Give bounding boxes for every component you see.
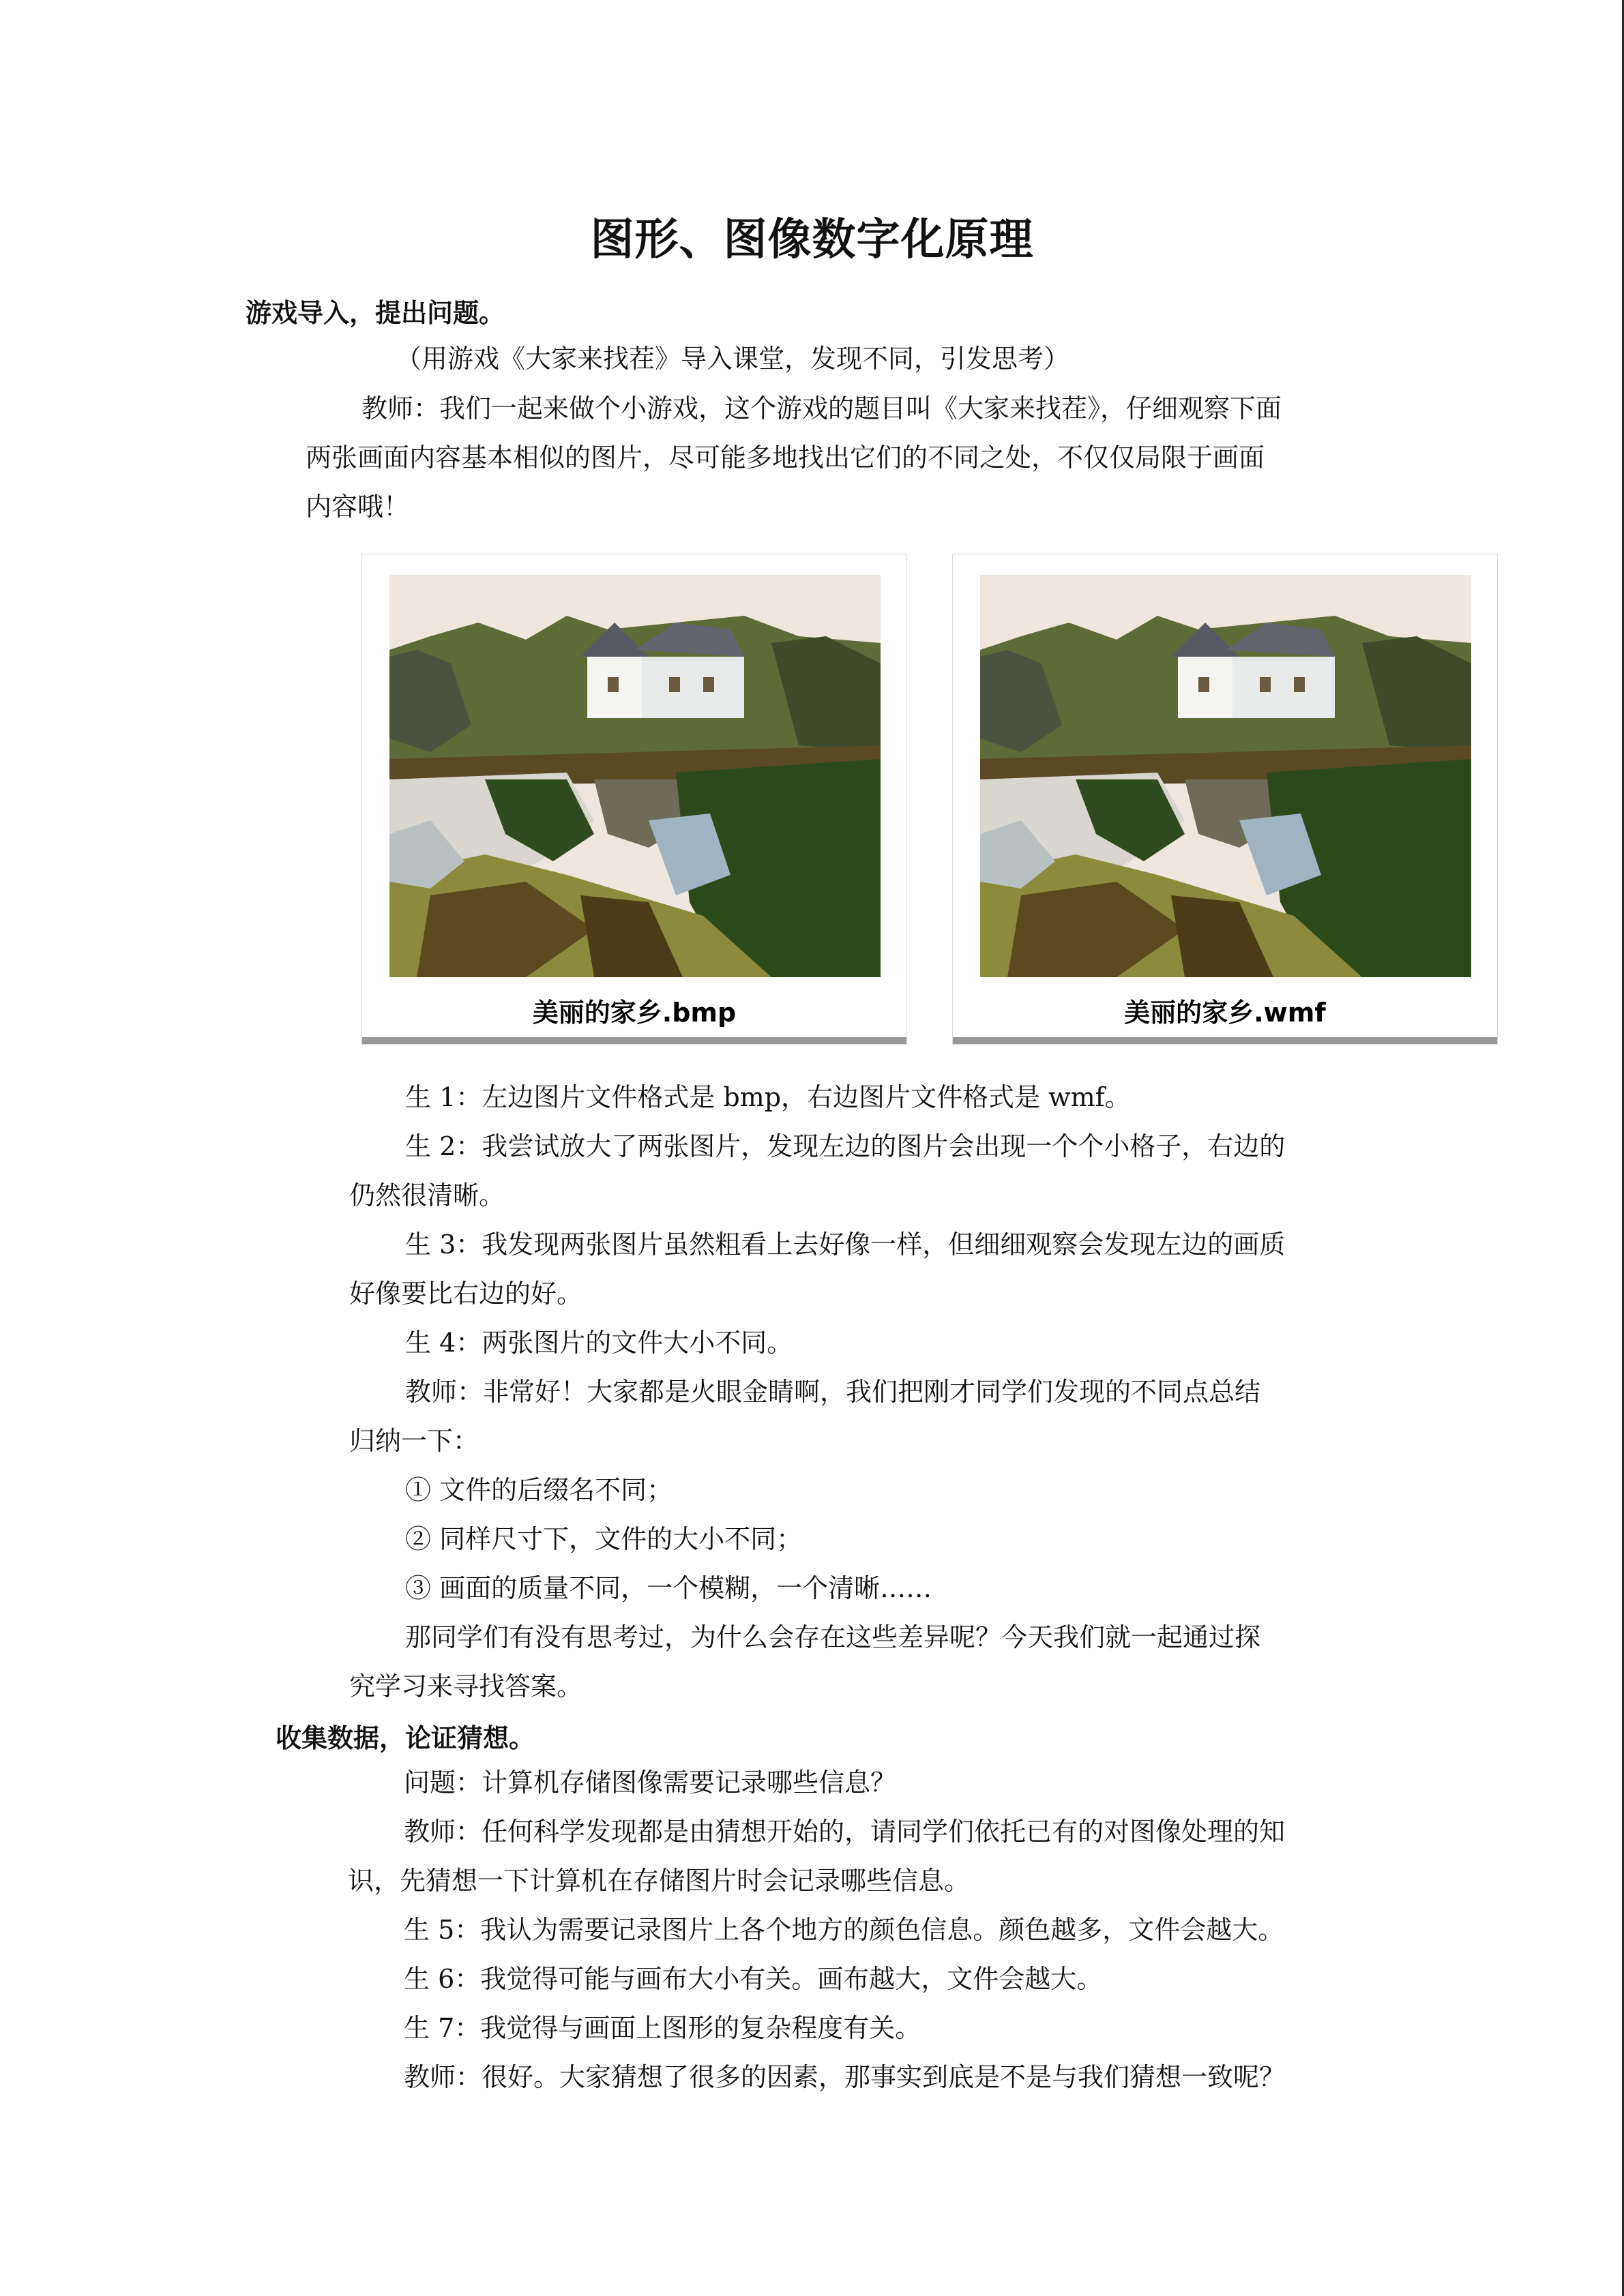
intro-paragraph — [306, 384, 1282, 531]
response-s1: 生 1：左边图片文件格式是 bmp，右边图片文件格式是 wmf。 — [405, 1082, 1131, 1112]
response-s7: 生 7：我觉得与画面上图形的复杂程度有关。 — [404, 2013, 921, 2043]
figure-caption-bmp: 美丽的家乡.bmp — [532, 998, 737, 1028]
teacher-guess-line-1: 教师：任何科学发现都是由猜想开始的，请同学们依托已有的对图像处理的知 — [404, 1817, 1286, 1847]
closing-line-2: 究学习来寻找答案。 — [349, 1671, 583, 1701]
response-s2-line-2: 仍然很清晰。 — [349, 1180, 505, 1210]
response-s4: 生 4：两张图片的文件大小不同。 — [405, 1328, 793, 1358]
summary-item-2: ② 同样尺寸下，文件的大小不同； — [405, 1524, 803, 1554]
section-heading-intro: 游戏导入，提出问题。 — [246, 298, 505, 328]
landscape-painting-image — [389, 575, 881, 977]
figure-bmp — [361, 554, 907, 1045]
figure-shadow — [362, 1037, 906, 1044]
intro-line-1: 教师：我们一起来做个小游戏，这个游戏的题目叫《大家来找茬》，仔细观察下面 — [361, 393, 1282, 423]
intro-note — [396, 334, 1069, 383]
teacher-summary-line-2: 归纳一下： — [349, 1426, 479, 1456]
intro-line-3: 内容哦！ — [306, 492, 410, 522]
responses-block — [349, 1073, 1285, 1711]
figure-wmf — [952, 554, 1498, 1045]
summary-item-1: ① 文件的后缀名不同； — [405, 1475, 673, 1505]
question-line: 问题：计算机存储图像需要记录哪些信息？ — [404, 1768, 897, 1798]
section-heading-data: 收集数据，论证猜想。 — [276, 1723, 535, 1753]
figure-caption-wmf: 美丽的家乡.wmf — [1124, 998, 1326, 1028]
figure-shadow — [953, 1037, 1497, 1044]
note-line: （用游戏《大家来找茬》导入课堂，发现不同，引发思考） — [396, 344, 1070, 374]
response-s5: 生 5：我认为需要记录图片上各个地方的颜色信息。颜色越多，文件会越大。 — [404, 1915, 1284, 1945]
response-s3-line-1: 生 3：我发现两张图片虽然粗看上去好像一样，但细细观察会发现左边的画质 — [405, 1229, 1286, 1259]
response-s6: 生 6：我觉得可能与画布大小有关。画布越大，文件会越大。 — [404, 1964, 1103, 1994]
response-s3-line-2: 好像要比右边的好。 — [349, 1279, 583, 1309]
page-title: 图形、图像数字化原理 — [590, 215, 1034, 265]
section2-block — [348, 1758, 1285, 2102]
landscape-vector-image — [980, 575, 1471, 977]
closing-line-1: 那同学们有没有思考过，为什么会存在这些差异呢？今天我们就一起通过探 — [405, 1622, 1261, 1652]
intro-line-2: 两张画面内容基本相似的图片，尽可能多地找出它们的不同之处，不仅仅局限于画面 — [306, 443, 1265, 473]
response-s2-line-1: 生 2：我尝试放大了两张图片，发现左边的图片会出现一个个小格子，右边的 — [405, 1131, 1286, 1161]
teacher-summary-line-1: 教师：非常好！大家都是火眼金睛啊，我们把刚才同学们发现的不同点总结 — [405, 1377, 1261, 1407]
teacher-guess-line-2: 识，先猜想一下计算机在存储图片时会记录哪些信息。 — [348, 1866, 971, 1896]
teacher-final-line: 教师：很好。大家猜想了很多的因素，那事实到底是不是与我们猜想一致呢？ — [404, 2062, 1286, 2092]
summary-item-3: ③ 画面的质量不同，一个模糊，一个清晰…… — [405, 1573, 932, 1603]
